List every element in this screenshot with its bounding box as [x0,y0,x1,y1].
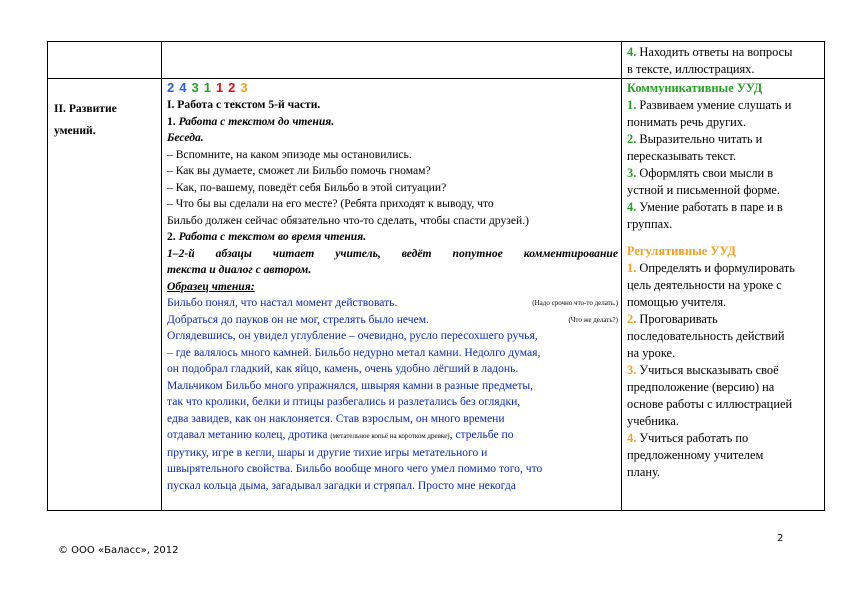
content-cell [167,79,618,494]
page-number: 2 [777,533,784,544]
table-border-col2 [621,41,622,511]
digit: 4 [179,80,187,95]
instruction-cont: текста и диалог с автором. [167,263,312,276]
uud-item-text: Проговаривать [636,312,718,326]
reading-line: пускал кольца дыма, загадывал загадки и стряпал. Просто мне некогда [167,478,516,492]
digit: 3 [191,80,199,95]
table-border-left [47,41,48,511]
uud-item-line [627,131,822,148]
row1-uud-cell [627,44,822,78]
uud-item-text: учебника. [627,414,679,428]
digit: 2 [228,80,236,95]
uud-item-line [627,345,822,362]
table-border-col1 [161,41,162,511]
section-heading: I. Работа с текстом 5-й части. [167,98,321,111]
uud-item-text: плану. [627,465,660,479]
table-border-bottom [47,510,825,511]
uud-item-line [627,148,822,165]
uud-item-line [627,328,822,345]
uud-item-line [627,311,822,328]
table-border-right [824,41,825,511]
uud-item-text: устной и письменной форме. [627,183,781,197]
table-border-top [47,41,825,42]
uud-item-text: цель деятельности на уроке с [627,278,782,292]
reading-line: отдавал метанию колец, дротика (метательное копьё на коротком древке), стрельбе по [167,428,514,441]
regulatory-uud-list [627,260,822,481]
uud-item-text: Развиваем умение слушать и [636,98,792,112]
uud-item-text: помощью учителя. [627,295,727,309]
reading-line: так что кролики, белки и птицы разбегались и разлетались без оглядки, [167,395,521,408]
uud-cell [627,80,822,481]
reading-line: Мальчиком Бильбо много упражнялся, швыряя камни в разные предметы, [167,378,534,392]
reading-line: Оглядевшись, он увидел углубление – очевидно, русло пересохшего ручья, [167,329,538,342]
digit: 3 [240,80,248,95]
uud-item-text: последовательность действий [627,329,785,343]
stage-title-line1: II. Развитие [54,102,117,115]
level-digits [167,79,618,97]
uud-item-number: 2. [627,312,637,326]
uud-item-number: 2. [627,132,637,146]
reading-line: – где валялось много камней. Бильбо недурно метал камни. Недолго думая, [167,345,541,359]
uud-item-line [627,165,822,182]
uud-item-line [627,379,822,396]
spacer [627,233,822,243]
question-3: – Как, по-вашему, поведёт себя Бильбо в этой ситуации? [167,180,447,194]
uud-item-text: Учиться высказывать своё [636,363,779,377]
uud-item-text: понимать речь других. [627,115,747,129]
uud-item-number: 4. [627,431,637,445]
uud-item-line [627,277,822,294]
uud-item-line [627,396,822,413]
question-1: – Вспомните, на каком эпизоде мы остановились. [167,147,412,161]
uud-item-text: на уроке. [627,346,676,360]
subsection-1: 1. Работа с текстом до чтения. [167,114,335,128]
uud-item-number: 4. [627,200,637,214]
sample-label: Образец чтения: [167,279,255,293]
uud-item-number: 3. [627,363,637,377]
subsection-2: 2. Работа с текстом во время чтения. [167,230,367,243]
instruction: 1–2-й абзацы читает учитель, ведёт попутное комментирование [167,246,618,260]
question-4-cont: Бильбо должен сейчас обязательно что-то сделать, чтобы спасти друзей.) [167,213,529,227]
row1-uud-line: 4. Находить ответы на вопросы [627,45,793,59]
uud-item-line [627,114,822,131]
uud-item-text: предложенному учителем [627,448,764,462]
uud-item-text: Оформлять свои мысли в [636,166,774,180]
uud-item-line [627,430,822,447]
digit: 2 [167,80,175,95]
digit: 1 [203,80,211,95]
uud-item-text: Выразительно читать и [636,132,763,146]
digit: 1 [215,80,224,95]
uud-item-number: 1. [627,261,637,275]
uud-item-text: Умение работать в паре и в [636,200,783,214]
reading-line: швырятельного свойства. Бильбо вообще много чего умел помимо того, что [167,462,543,475]
row1-uud-line: в тексте, иллюстрациях. [627,62,755,76]
communicative-uud-list [627,97,822,233]
uud-item-number: 1. [627,98,637,112]
uud-item-line [627,182,822,199]
uud-item-number: 3. [627,166,637,180]
communicative-uud-title: Коммуникативные УУД [627,81,763,95]
uud-item-line [627,464,822,481]
reading-line: едва завидев, как он наклоняется. Став взрослым, он много времени [167,411,505,425]
uud-item-line [627,294,822,311]
uud-item-text: пересказывать текст. [627,149,736,163]
question-2: – Как вы думаете, сможет ли Бильбо помочь гномам? [167,164,431,177]
uud-item-line [627,447,822,464]
question-4: – Что бы вы сделали на его месте? (Ребята приходят к выводу, что [167,197,494,210]
reading-line: прутику, игре в кегли, шары и другие тихие игры метательного и [167,445,488,459]
uud-item-line [627,260,822,277]
stage-cell [54,98,159,142]
uud-item-line [627,199,822,216]
uud-item-line [627,97,822,114]
reading-line: Бильбо понял, что настал момент действовать. (Надо срочно что-то делать.) [167,296,618,309]
uud-item-text: группах. [627,217,673,231]
regulatory-uud-title: Регулятивные УУД [627,244,736,258]
uud-item-text: предположение (версию) на [627,380,775,394]
reading-line: он подобрал гладкий, как яйцо, камень, очень удобно лёгший в ладонь. [167,362,519,375]
uud-item-line [627,413,822,430]
talk-label: Беседа. [167,131,204,144]
stage-title-line2: умений. [54,124,96,137]
uud-item-text: Учиться работать по [636,431,749,445]
uud-item-line [627,362,822,379]
uud-item-text: основе работы с иллюстрацией [627,397,793,411]
reading-line: Добраться до пауков он не мог, стрелять было нечем. (Что же делать?) [167,312,618,326]
uud-item-text: Определять и формулировать [636,261,795,275]
uud-item-line [627,216,822,233]
copyright: © ООО «Баласс», 2012 [58,545,179,556]
